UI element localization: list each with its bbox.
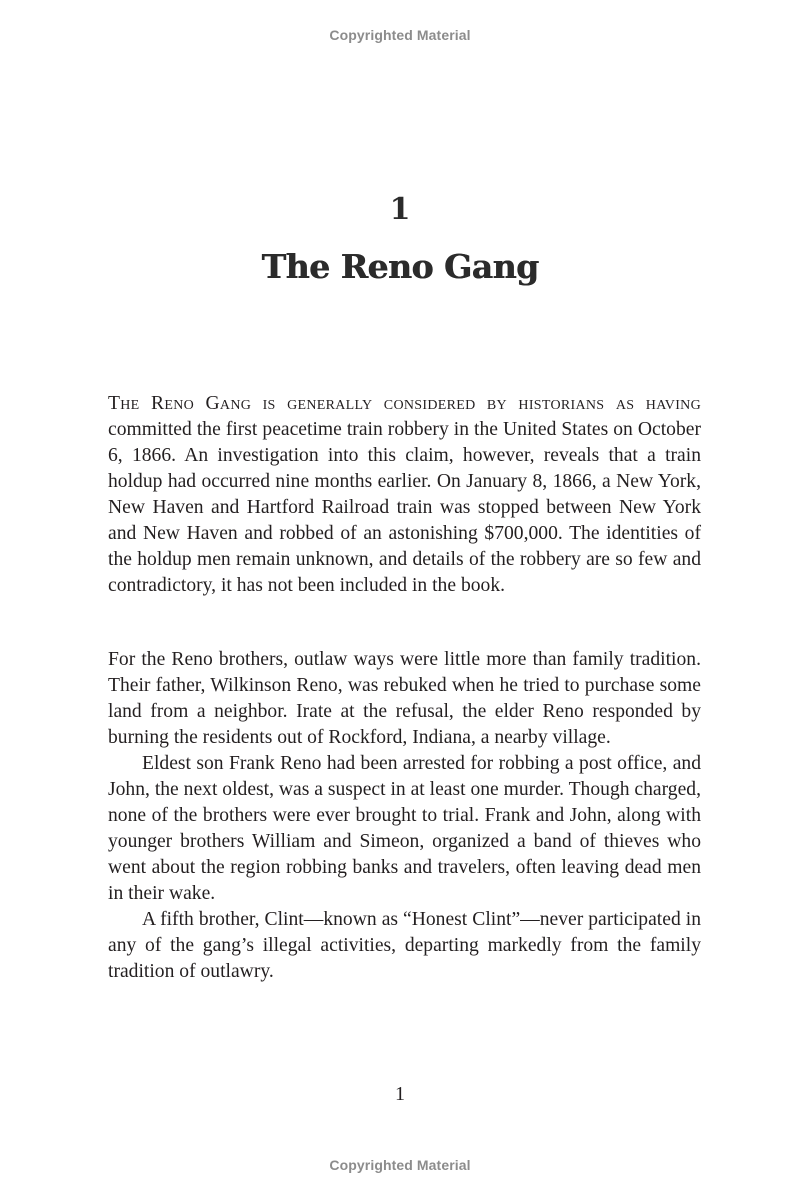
paragraph-1-text: committed the first peacetime train robbery in the United States on October 6, 1866. An investigation into this claim, however, reveals that a train holdup had occurred nine months earlier. On January 8, 1866, a New York, New Haven and Hartford Railroad train was stopped between New York and New Haven and robbed of an astonishing $700,000. The identities of the holdup men remain unknown, and details of the robbery are so few and contradictory, it has not been included in the book. (108, 419, 701, 596)
copyright-watermark-top: Copyrighted Material (329, 27, 471, 43)
copyright-watermark-bottom: Copyrighted Material (329, 1157, 471, 1173)
chapter-body-section-1 (108, 391, 701, 599)
paragraph-3: Eldest son Frank Reno had been arrested for robbing a post office, and John, the next oldest, was a suspect in at least one murder. Though charged, none of the brothers were ever brought to trial. Frank and John, along with younger brothers William and Simeon, organized a band of thieves who went about the region robbing banks and travelers, often leaving dead men in their wake. (108, 753, 701, 904)
paragraph-4: A fifth brother, Clint—known as “Honest Clint”—never participated in any of the gang’s illegal activities, departing markedly from the family tradition of outlawry. (108, 909, 701, 982)
paragraph-2: For the Reno brothers, outlaw ways were little more than family tradition. Their father, Wilkinson Reno, was rebuked when he tried to purchase some land from a neighbor. Irate at the refusal, the elder Reno responded by burning the residents out of Rockford, Indiana, a nearby village. (108, 649, 701, 748)
chapter-body-section-2 (108, 647, 701, 985)
paragraph-1-lead-in: The Reno Gang is generally considered by historians as having (108, 393, 701, 414)
chapter-number: 1 (389, 192, 411, 227)
paragraph-1 (108, 391, 701, 599)
page-number: 1 (395, 1083, 405, 1105)
chapter-title: The Reno Gang (261, 247, 539, 286)
